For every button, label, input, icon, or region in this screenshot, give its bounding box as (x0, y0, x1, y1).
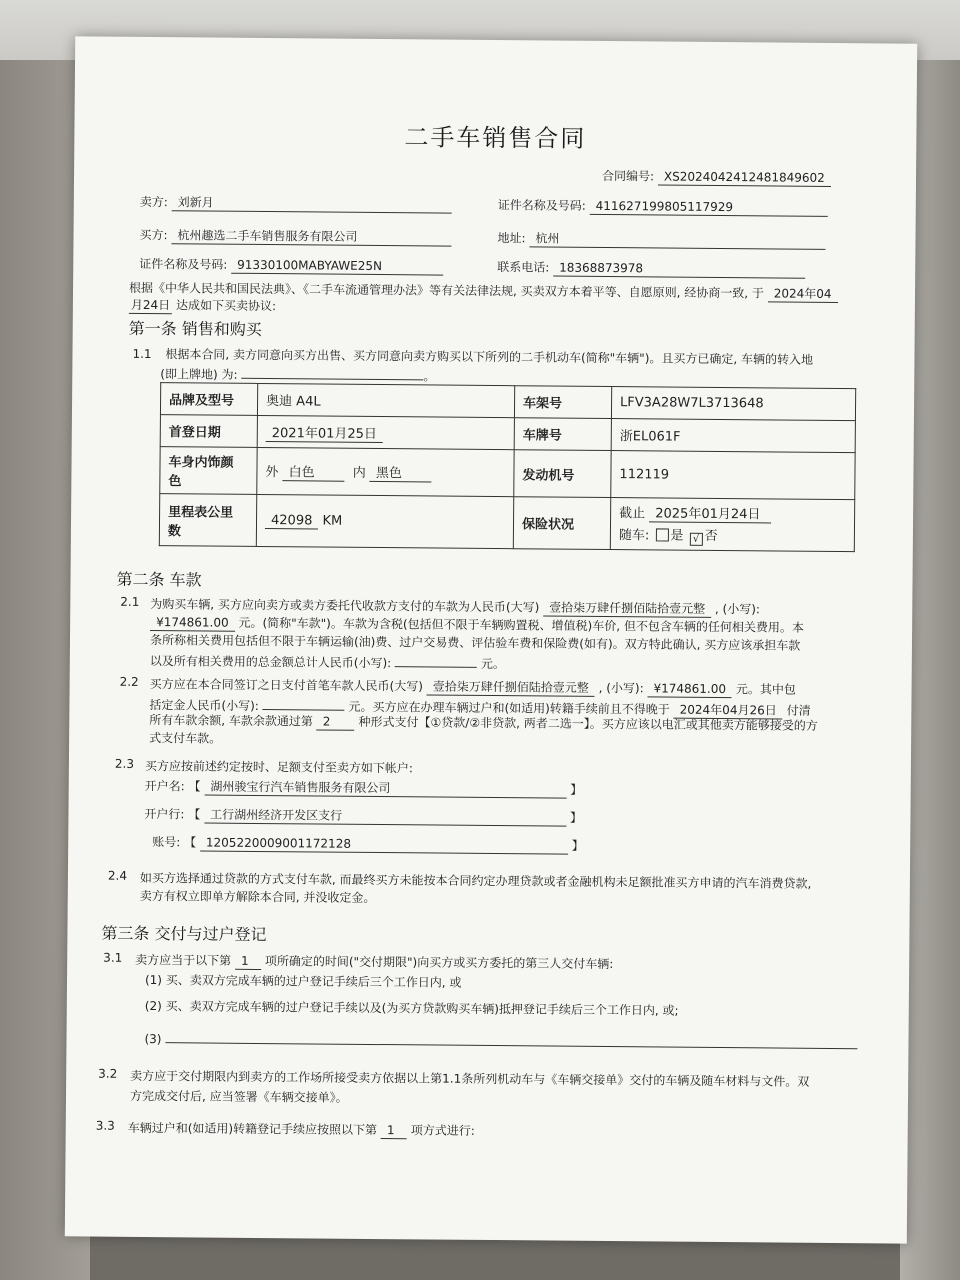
address-row: 地址: 杭州 (497, 229, 825, 250)
reg-date-value: 2021年01月25日 (266, 422, 383, 443)
clause-3-2-line2: 方完成交付后, 应当签署《车辆交接单》。 (129, 1088, 348, 1105)
vin-value: LFV3A28W7L3713648 (611, 387, 855, 421)
first-payment-lower: ¥174861.00 (647, 681, 732, 698)
buyer-row: 买方: 杭州趣选二手车销售服务有限公司 (139, 226, 451, 247)
exterior-color: 白色 (283, 461, 345, 482)
registration-place (241, 363, 423, 381)
brand-label: 品牌及型号 (160, 383, 257, 416)
clause-2-1-line2: ¥174861.00 元。(简称"车款")。车款为含税(包括但不限于车辆购置税、增值税)车价, 但不包含车辆的任何相关费用。本 (150, 613, 804, 637)
buyer-phone: 18368873978 (553, 261, 805, 279)
account-number-row: 账号: 【 1205220009001172128 】 (152, 835, 584, 853)
table-row (159, 494, 854, 552)
table-row (160, 447, 855, 500)
seller-name: 刘新月 (172, 193, 452, 213)
phone-row: 联系电话: 18368873978 (497, 258, 805, 279)
clause-2-2-no: 2.2 (119, 674, 139, 689)
deposit-amount (263, 694, 345, 711)
clause-2-1-no: 2.1 (120, 594, 140, 609)
mileage-label: 里程表公里 数 (159, 494, 256, 547)
clause-2-2-line4: 式支付车款。 (149, 731, 222, 746)
contract-title: 二手车销售合同 (404, 123, 587, 153)
section3-heading: 第三条 交付与过户登记 (101, 923, 267, 945)
buyer-id-row: 证件名称及号码: 91330100MABYAWE25N (139, 255, 443, 276)
clause-2-3-text: 买方应按前述约定按时、足额支付至卖方如下帐户: (144, 758, 413, 776)
clause-1-1: 1.1 根据本合同, 卖方同意向买方出售、买方同意向卖方购买以下所列的二手机动车(简称"车辆")。且买方已确定, 车辆的转入地 (132, 346, 814, 367)
reg-date-label: 首登日期 (160, 415, 257, 448)
account-holder: 湖州骏宝行汽车销售服务有限公司 (204, 778, 566, 799)
clause-2-3-no: 2.3 (114, 756, 135, 771)
engine-label: 发动机号 (514, 450, 611, 498)
buyer-name: 杭州趣选二手车销售服务有限公司 (171, 226, 451, 246)
payment-method: 2 (317, 714, 355, 730)
brand-value: 奥迪 A4L (257, 383, 514, 417)
clause-3-1-text: 卖方应当于以下第 1 项所确定的时间("交付期限")向买方或买方委托的第三人交付车辆: (135, 952, 614, 972)
clause-3-1-no: 3.1 (103, 950, 123, 965)
clause-3-1-option3: (3) (144, 1027, 857, 1052)
clause-3-1-option2: (2) 买、卖双方完成车辆的过户登记手续以及(为买方贷款购买车辆)抵押登记手续后三个工作日内, 或; (144, 998, 679, 1018)
clause-3-3-text: 车辆过户和(如适用)转籍登记手续应按照以下第 1 项方式进行: (127, 1120, 475, 1138)
first-payment-upper: 壹拾柒万肆仟捌佰陆拾壹元整 (427, 677, 595, 696)
seller-id: 411627199805117929 (590, 199, 828, 217)
price-lower: ¥174861.00 (150, 615, 235, 632)
color-cell: 外 白色 内 黑色 (257, 447, 514, 496)
vehicle-table (159, 382, 856, 552)
clause-2-1-line1: 为购买车辆, 买方应向卖方或卖方委托代收款方支付的车款为人民币(大写) 壹拾柒万肆仟捌佰陆拾壹元整 , (小写): (150, 597, 761, 617)
option3-blank (165, 1027, 857, 1049)
contract-number: 合同编号: XS20240424124818496​02 (602, 167, 831, 187)
section2-heading: 第二条 车款 (116, 569, 202, 590)
buyer-address: 杭州 (529, 229, 825, 250)
mileage-value: 42098 (265, 513, 318, 529)
clause-2-1-line3: 条所称相关费用包括但不限于车辆运输(油)费、过户交易费、评估验车费和保险费(如有)。双方特此确认, 买方应该承担车款 (149, 633, 801, 653)
engine-value: 112119 (611, 451, 855, 500)
section1-heading: 第一条 销售和购买 (128, 318, 262, 339)
bank-name: 工行湖州经济开发区支行 (204, 806, 566, 827)
payment-deadline: 2024年04月26日 (674, 701, 783, 720)
clause-3-2-line1: 卖方应于交付期限内到卖方的工作场所接受卖方依据以上第1.1条所列机动车与《车辆交接单》交付的车辆及随车材料与文件。双 (130, 1068, 810, 1089)
account-number: 1205220009001172128 (200, 835, 568, 854)
plate-label: 车牌号 (514, 418, 611, 451)
total-amount (395, 651, 477, 668)
clause-3-3-no: 3.3 (95, 1118, 115, 1133)
preamble-line2: 月24日 达成如下买卖协议: (129, 296, 276, 315)
clause-2-2-line3: 所有车款余额, 车款余款通过第 2 种形式支付【①贷款/②非贷款, 两者二选一】。买方应该以电汇或其他卖方能够接受的方 (149, 713, 818, 733)
account-holder-row: 开户名: 【 湖州骏宝行汽车销售服务有限公司 】 (144, 778, 583, 797)
mileage-cell: 42098 KM (256, 494, 513, 548)
vin-label: 车架号 (514, 386, 611, 419)
clause-2-1-line4: 以及所有相关费用的总金额总计人民币(小写): 元。 (150, 649, 505, 672)
clause-3-1-option1: (1) 买、卖双方完成车辆的过户登记手续后三个工作日内, 或 (144, 972, 462, 990)
bank-row: 开户行: 【 工行湖州经济开发区支行 】 (144, 806, 583, 825)
insurance-cell: 截止 2025年01月24日 随车: 是 √ 否 (610, 498, 854, 552)
clause-2-4-line2: 卖方有权立即单方解除本合同, 并没收定金。 (139, 888, 376, 906)
plate-value: 浙EL061F (611, 419, 855, 453)
seller-row: 卖方: 刘新月 (140, 193, 452, 214)
preamble-line1: 根据《中华人民共和国民法典》、《二手车流通管理办法》等有关法律法规, 买卖双方本着平等、自愿原则, 经协商一致, 于 2024年04 (129, 279, 838, 303)
buyer-id: 91330100MABYAWE25N (231, 258, 443, 276)
contract-number-value: XS20240424124818496​02 (658, 169, 831, 187)
contract-paper (65, 36, 917, 1243)
insurance-label: 保险状况 (513, 497, 610, 550)
clause-1-1-line2: (即上牌地) 为: 。 (160, 362, 435, 384)
yes-checkbox[interactable] (655, 528, 668, 541)
delivery-item: 1 (235, 954, 261, 970)
clause-2-4-line1: 如买方选择通过贷款的方式支付车款, 而最终买方未能按本合同约定办理贷款或者金融机构未足额批准买方申请的汽车消费贷款, (139, 870, 812, 891)
interior-color: 黑色 (370, 462, 432, 483)
seller-id-row: 证件名称及号码: 411627199805117929 (498, 196, 828, 217)
transfer-item: 1 (381, 1123, 407, 1139)
clause-2-2-line1: 买方应在本合同签订之日支付首笔车款人民币(大写) 壹拾柒万肆仟捌佰陆拾壹元整 , (小写): ¥174861.00 元。其中包 (149, 677, 796, 697)
no-checkbox[interactable]: √ (690, 533, 703, 546)
clause-2-2-line2: 括定金人民币(小写): 元。买方应在办理车辆过户和(如适用)转籍手续前且不得晚于 2024年04月26日 付清 (149, 693, 810, 720)
insurance-until: 2025年01月24日 (649, 502, 771, 523)
price-upper: 壹拾柒万肆仟捌佰陆拾壹元整 (543, 598, 711, 617)
color-label: 车身内饰颜 色 (160, 447, 257, 495)
clause-2-4-no: 2.4 (107, 868, 128, 883)
clause-3-2-no: 3.2 (98, 1066, 118, 1081)
reg-date-cell (257, 415, 514, 449)
